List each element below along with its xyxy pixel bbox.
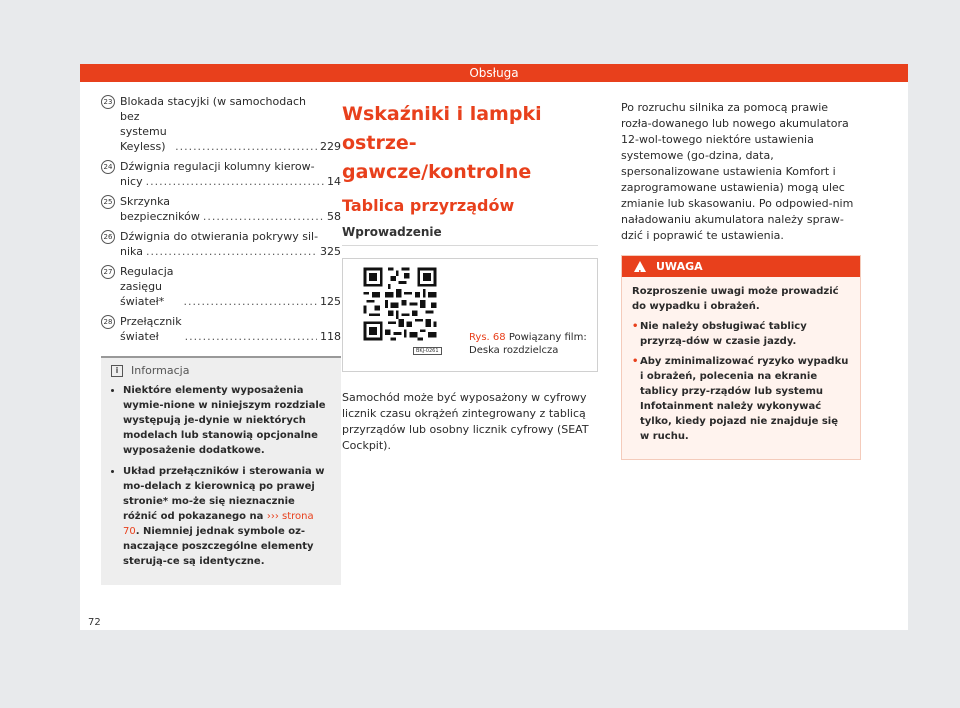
callout-number: 27 [101, 265, 115, 279]
warning-item: • Nie należy obsługiwać tablicy przyrzą-dów w czasie jazdy. [632, 319, 850, 349]
left-column [101, 94, 341, 585]
right-column [621, 100, 861, 460]
figure-box [342, 258, 598, 372]
page-ref[interactable]: 118 [320, 330, 341, 343]
warning-triangle-icon: ! [634, 261, 646, 272]
warning-title: UWAGA [656, 260, 703, 273]
section-header: Obsługa [80, 64, 908, 82]
legend-text-line2: bez systemu Keyless) [120, 110, 167, 153]
intro-paragraph: Samochód może być wyposażony w cyfrowy licznik czasu okrążeń zintegrowany z tablicą przyrządów lub osobny licznik cyfrowy (SEAT Cockpit). [342, 391, 589, 452]
warning-box [621, 255, 861, 460]
legend-text-line2: nika [120, 245, 143, 258]
legend-text-line1: Dźwignia do otwierania pokrywy sil- [120, 230, 319, 243]
warning-body [622, 277, 860, 459]
callout-number: 28 [101, 315, 115, 329]
info-icon: i [111, 365, 123, 377]
figure-code: BKJ-0261 [413, 347, 442, 355]
middle-column [342, 100, 598, 465]
legend-item-23 [101, 94, 341, 154]
warning-header [622, 256, 860, 277]
info-header [111, 364, 331, 377]
page-ref[interactable]: 325 [320, 245, 341, 258]
callout-number: 25 [101, 195, 115, 209]
callout-number: 24 [101, 160, 115, 174]
page-ref[interactable]: 14 [327, 175, 341, 188]
info-title: Informacja [131, 364, 190, 377]
page-number: 72 [88, 617, 101, 628]
page-ref[interactable]: 125 [320, 295, 341, 308]
legend-text: Skrzynka bezpieczników [120, 195, 200, 223]
chapter-title: Wskaźniki i lampki ostrze-gawcze/kontrolne [342, 103, 542, 183]
info-item: • Niektóre elementy wyposażenia wymie-nione w niniejszym rozdziale występują je-dynie w niektórych modelach lub stanowią opcjonalne wyposażenie dodatkowe. [123, 383, 331, 458]
component-legend-list [101, 94, 341, 344]
info-list [111, 383, 331, 569]
figure-label: Rys. 68 [469, 332, 506, 343]
legend-text: Przełącznik świateł [120, 315, 182, 343]
legend-item-27 [101, 264, 341, 309]
legend-text-line1: Dźwignia regulacji kolumny kierow- [120, 160, 315, 173]
info-box [101, 356, 341, 585]
manual-page [80, 64, 908, 630]
subsection-title: Wprowadzenie [342, 225, 598, 246]
qr-code-icon[interactable] [361, 265, 439, 343]
figure-caption [469, 331, 594, 357]
page-ref[interactable]: 229 [320, 140, 341, 153]
legend-item-26 [101, 229, 341, 259]
legend-item-25 [101, 194, 341, 224]
legend-text-line1: Blokada stacyjki (w samochodach [120, 95, 306, 108]
legend-text: Regulacja zasięgu świateł* [120, 265, 174, 308]
info-item: • Układ przełączników i sterowania w mo-delach z kierownicą po prawej stronie* mo-że się nieznacznie różnić od pokazanego na ››› strona 70. Niemniej jednak symbole oz-naczające poszczególne elementy sterują-ce są identyczne. [123, 464, 331, 569]
battery-paragraph: Po rozruchu silnika za pomocą prawie rozła-dowanego lub nowego akumulatora 12-wol-towego niektóre ustawienia systemowe (go-dzina, data, spersonalizowane ustawienia Komfort i zaprogramowane ustawienia) mogą ulec zmianie lub skasowaniu. Po odpowied-nim naładowaniu akumulatora należy spraw-dzić i poprawić te ustawienia. [621, 101, 854, 242]
legend-item-24 [101, 159, 341, 189]
page-link[interactable]: ››› strona 70 [123, 511, 314, 537]
warning-list [632, 319, 850, 444]
legend-text-line2: nicy [120, 175, 143, 188]
callout-number: 26 [101, 230, 115, 244]
legend-item-28 [101, 314, 341, 344]
figure-caption-text: Powiązany film: Deska rozdzielcza [469, 332, 587, 356]
section-title: Tablica przyrządów [342, 196, 515, 215]
page-ref[interactable]: 58 [327, 210, 341, 223]
warning-intro: Rozproszenie uwagi może prowadzić do wypadku i obrażeń. [632, 286, 839, 312]
warning-item: • Aby zminimalizować ryzyko wypadku i obrażeń, polecenia na ekranie tablicy przy-rządów lub systemu Infotainment należy wykonywać tylko, kiedy pojazd nie znajduje się w ruchu. [632, 354, 850, 444]
callout-number: 23 [101, 95, 115, 109]
